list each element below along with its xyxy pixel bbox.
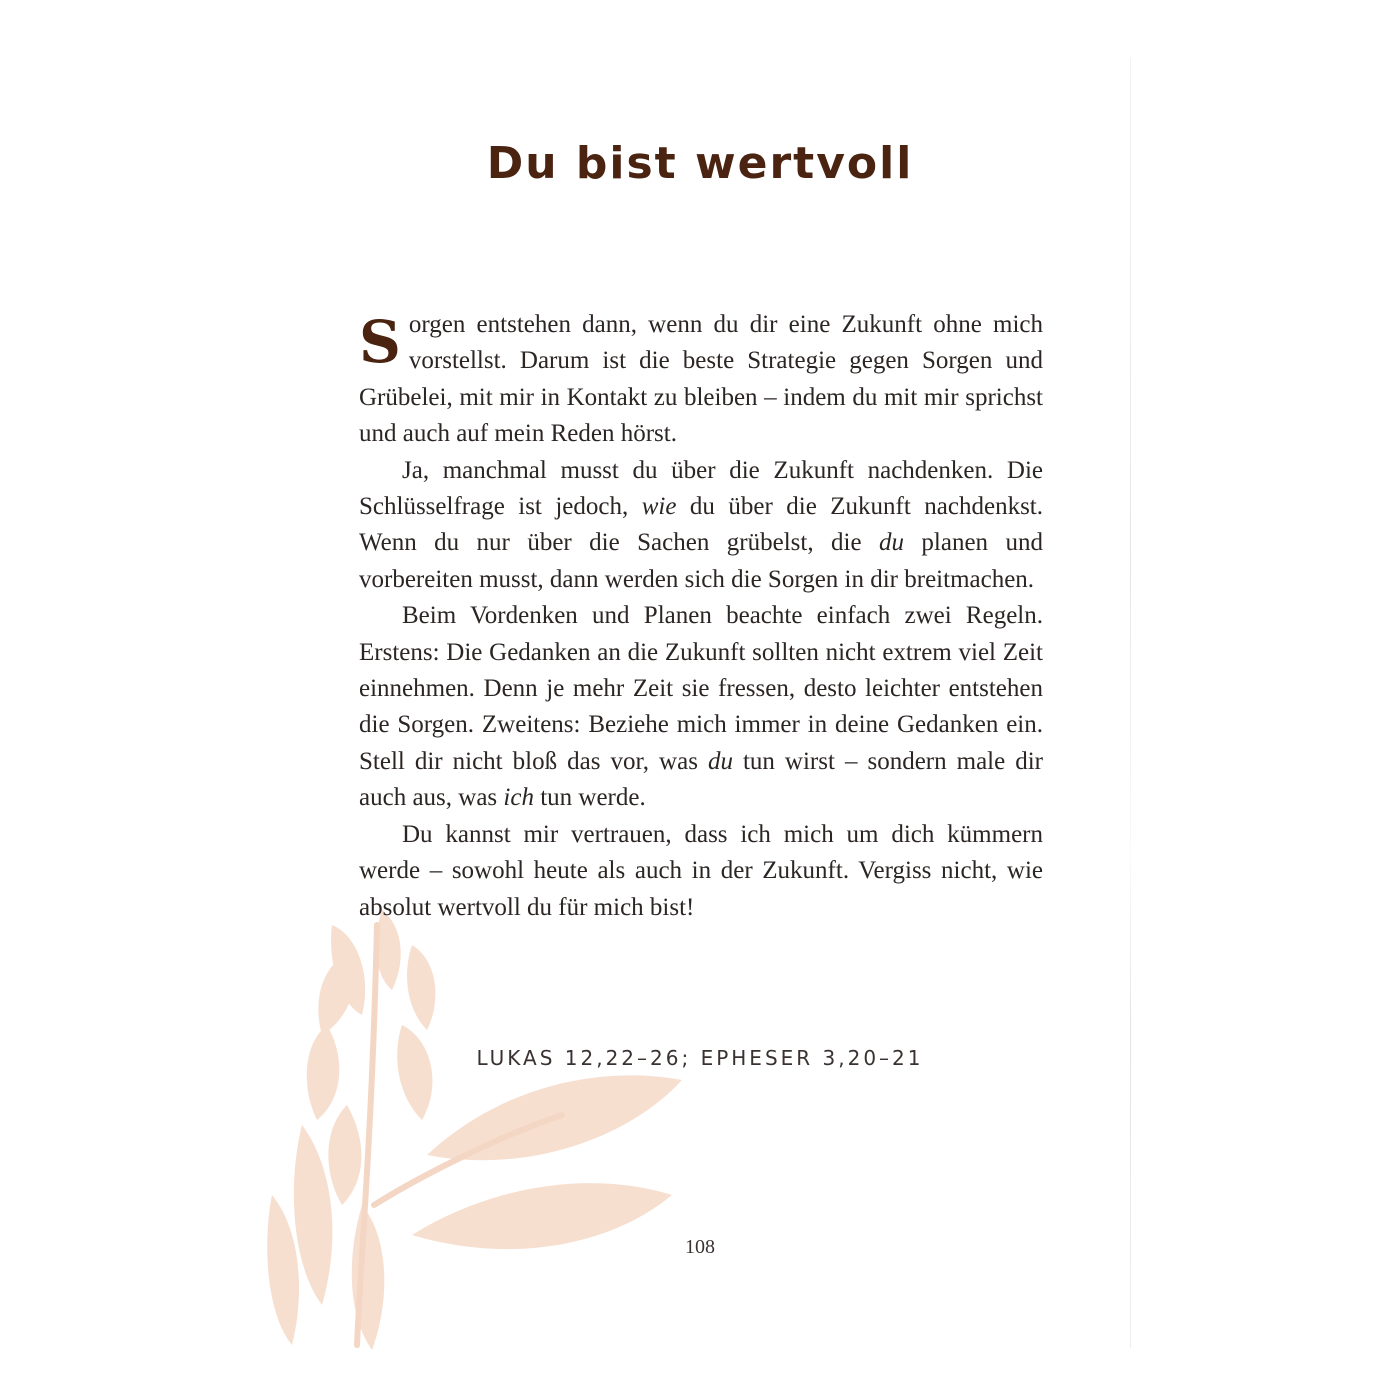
drop-cap: S: [359, 308, 401, 376]
paragraph-text: planen und vorbereiten musst, dann werden sich die Sorgen in dir breitmachen.: [359, 529, 1043, 593]
paragraph-3: [359, 598, 1043, 816]
page-edge-line: [1130, 58, 1131, 1348]
page-title: Du bist wertvoll: [486, 138, 914, 189]
page-number: 108: [685, 1236, 715, 1258]
paragraph-text: Beim Vordenken und Planen beachte einfach zwei Regeln. Erstens: Die Gedanken an die Zukunft sollten nicht extrem viel Zeit einnehmen. Denn je mehr Zeit sie fressen, desto leichter entstehen die Sorgen. Zweitens: Beziehe mich immer in deine Gedanken ein. Stell dir nicht bloß das vor, was: [359, 602, 1043, 775]
paragraph-2: [359, 453, 1043, 599]
paragraph-text: orgen entstehen dann, wenn du dir eine Zukunft ohne mich vorstellst. Darum ist die beste Strategie gegen Sorgen und Grübelei, mit mir in Kontakt zu bleiben – indem du mit mir sprichst und auch auf mein Reden hörst.: [359, 311, 1043, 448]
italic-emphasis: du: [707, 747, 733, 775]
paragraph-text: du über die Zukunft nachdenkst. Wenn du nur über die Sachen grübelst, die: [359, 493, 1043, 557]
paragraph-4: [359, 817, 1043, 926]
scripture-reference: LUKAS 12,22–26; EPHESER 3,20–21: [476, 1046, 924, 1070]
body-text: [359, 307, 1043, 926]
paragraph-1: [359, 307, 1043, 453]
italic-emphasis: du: [878, 529, 904, 557]
paragraph-text: Ja, manchmal musst du über die Zukunft nachdenken. Die Schlüsselfrage ist jedoch,: [359, 456, 1043, 521]
plant-illustration: [262, 905, 702, 1355]
paragraph-text: tun werde.: [533, 784, 646, 812]
italic-emphasis: wie: [641, 493, 677, 521]
paragraph-text: Du kannst mir vertrauen, dass ich mich um dich kümmern werde – sowohl heute als auch in der Zukunft. Vergiss nicht, wie absolut wertvoll du für mich bist!: [359, 820, 1043, 921]
italic-emphasis: ich: [503, 784, 534, 812]
paragraph-text: tun wirst – sondern male dir auch aus, was: [359, 747, 1044, 812]
